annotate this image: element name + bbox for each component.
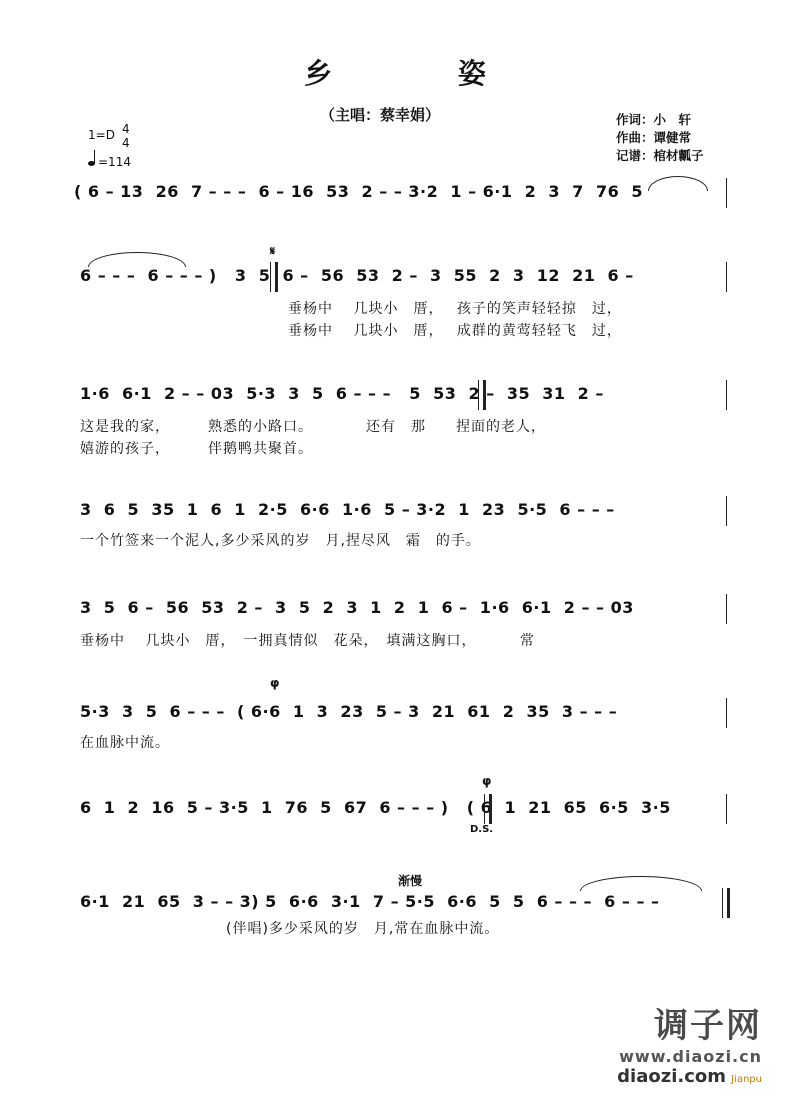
lyric-line: 垂杨中 几块小 厝， 一拥真情似 花朵， 填满这胸口， 常 xyxy=(80,633,535,649)
coda-sign: φ xyxy=(270,676,280,690)
transcriber-credit: 记谱：棺材瓤子 xyxy=(616,148,704,163)
watermark-url: www.diaozi.cn xyxy=(619,1047,762,1066)
song-title: 乡 姿 xyxy=(304,57,544,90)
watermark-domain: diaozi.com xyxy=(617,1066,727,1087)
system-4-end-barline xyxy=(726,496,727,526)
tie-slur xyxy=(88,252,186,267)
score-system-2-notes: 6 – – – 6 – – – ) 3 5 6 – 56 53 2 – 3 55 2 3 12 21 6 – xyxy=(80,266,634,285)
repeat-end-barline xyxy=(478,380,486,410)
lyric-line: 垂杨中 几块小 厝， 成群的黄莺轻轻飞 过， xyxy=(288,323,622,339)
watermark-tag: Jianpu xyxy=(731,1074,762,1085)
score-system-8-notes: 6·1 21 65 3 – – 3) 5 6·6 3·1 7 – 5·5 6·6 5 5 6 – – – 6 – – – xyxy=(80,892,660,911)
lyricist-credit: 作词：小 轩 xyxy=(616,112,692,127)
lyric-line: 在血脉中流。 xyxy=(80,735,170,751)
time-signature-top: 4 xyxy=(122,122,130,136)
coda-sign: φ xyxy=(482,774,492,788)
double-barline xyxy=(484,794,492,824)
tempo-marking xyxy=(88,154,131,169)
watermark-logo-text: 调子网 xyxy=(654,1006,762,1046)
system-1-end-barline xyxy=(726,178,727,208)
score-system-7-notes: 6 1 2 16 5 – 3·5 1 76 5 67 6 – – – ) ( 6 1 21 65 6·5 3·5 xyxy=(80,798,671,817)
segno-sign: 𝄋 xyxy=(270,244,276,258)
lyric-line: 一个竹签来一个泥人,多少采风的岁 月,捏尽风 霜 的手。 xyxy=(80,533,481,549)
time-signature-bottom: 4 xyxy=(122,136,130,150)
key-signature: 1=D xyxy=(88,128,115,142)
quarter-note-icon xyxy=(88,154,98,166)
watermark-footer xyxy=(617,1066,762,1087)
score-system-3-notes: 1·6 6·1 2 – – 03 5·3 3 5 6 – – – 5 53 2 – 35 31 2 – xyxy=(80,384,604,403)
score-system-1-notes: ( 6 – 13 26 7 – – – 6 – 16 53 2 – – 3·2 1 – 6·1 2 3 7 76 5 xyxy=(74,182,643,201)
lyric-line: 嬉游的孩子， 伴鹅鸭共聚首。 xyxy=(80,441,313,457)
system-6-end-barline xyxy=(726,698,727,728)
lyric-line: (伴唱)多少采风的岁 月,常在血脉中流。 xyxy=(226,921,500,937)
dal-segno-mark: D.S. xyxy=(470,824,494,835)
tempo-value: =114 xyxy=(98,155,131,169)
system-3-end-barline xyxy=(726,380,727,410)
system-7-end-barline xyxy=(726,794,727,824)
lyric-line: 这是我的家， 熟悉的小路口。 还有 那 捏面的老人， xyxy=(80,419,546,435)
lyric-line: 垂杨中 几块小 厝， 孩子的笑声轻轻掠 过， xyxy=(288,301,622,317)
tie-slur xyxy=(648,176,708,191)
score-system-6-notes: 5·3 3 5 6 – – – ( 6·6 1 3 23 5 – 3 21 61 2 35 3 – – – xyxy=(80,702,618,721)
singer-credit: （主唱：蔡幸娟） xyxy=(320,106,441,124)
system-5-end-barline xyxy=(726,594,727,624)
site-watermark xyxy=(617,998,762,1087)
score-system-5-notes: 3 5 6 – 56 53 2 – 3 5 2 3 1 2 1 6 – 1·6 6·1 2 – – 03 xyxy=(80,598,634,617)
repeat-start-barline xyxy=(270,262,278,292)
tie-slur xyxy=(580,876,702,891)
time-signature xyxy=(122,122,130,150)
system-2-end-barline xyxy=(726,262,727,292)
score-system-4-notes: 3 6 5 35 1 6 1 2·5 6·6 1·6 5 – 3·2 1 23 5·5 6 – – – xyxy=(80,500,615,519)
composer-credit: 作曲：谭健常 xyxy=(616,130,692,145)
ritardando-mark: 渐慢 xyxy=(398,874,423,888)
final-barline xyxy=(722,888,730,918)
